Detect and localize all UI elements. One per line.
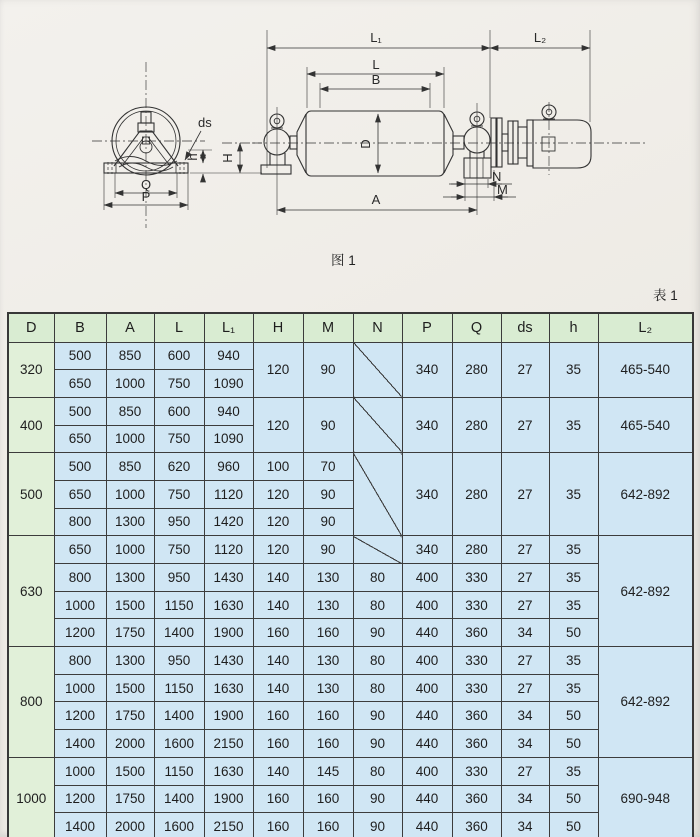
value-cell: 800 [54,647,106,675]
table-row [8,591,693,619]
table-row [8,702,693,730]
table-header-cell: B [54,313,106,342]
value-cell: 850 [106,397,154,425]
empty-slash-cell [353,342,402,397]
value-cell: 1200 [54,619,106,647]
value-cell: 360 [452,702,501,730]
value-cell: 400 [402,674,452,702]
value-cell: 80 [353,564,402,592]
value-cell: 1200 [54,702,106,730]
value-cell: 1000 [54,757,106,785]
value-cell: 280 [452,342,501,397]
gear-adapter [518,127,527,158]
value-cell: 130 [303,591,353,619]
value-cell: 950 [154,647,204,675]
value-cell: 27 [501,757,549,785]
value-cell: 1150 [154,674,204,702]
table-header-cell: L₁ [204,313,253,342]
dim-label-P: P [141,189,151,204]
value-cell: 750 [154,370,204,398]
dim-label-H: H [220,153,235,163]
value-cell: 80 [353,591,402,619]
value-cell: 360 [452,785,501,813]
value-cell: 140 [253,647,303,675]
empty-slash-cell [353,397,402,452]
value-cell: 1500 [106,674,154,702]
value-cell: 1630 [204,757,253,785]
value-cell: 140 [253,564,303,592]
value-cell: 35 [549,591,598,619]
value-cell: 1400 [54,730,106,758]
value-cell: 90 [303,397,353,452]
value-cell: 90 [353,785,402,813]
table-row [8,730,693,758]
value-cell: 642-892 [598,536,693,647]
value-cell: 80 [353,757,402,785]
value-cell: 90 [353,702,402,730]
value-cell: 160 [303,702,353,730]
value-cell: 400 [402,647,452,675]
value-cell: 940 [204,397,253,425]
value-cell: 1090 [204,370,253,398]
table-row [8,813,693,837]
value-cell: 1300 [106,564,154,592]
value-cell: 280 [452,397,501,452]
table-header-row [8,313,693,342]
value-cell: 120 [253,397,303,452]
value-cell: 1000 [54,591,106,619]
value-cell: 950 [154,564,204,592]
value-cell: 642-892 [598,453,693,536]
table-header-cell: D [8,313,54,342]
left-cone [297,114,306,173]
table-body [8,342,693,837]
table-row [8,647,693,675]
table-header-cell: N [353,313,402,342]
dimension-labels [141,30,546,207]
value-cell: 2000 [106,813,154,837]
value-cell: 340 [402,536,452,564]
value-cell: 90 [353,730,402,758]
value-cell: 850 [106,453,154,481]
value-cell: 600 [154,397,204,425]
value-cell: 1430 [204,647,253,675]
value-cell: 2000 [106,730,154,758]
value-cell: 1430 [204,564,253,592]
dim-label-D: D [358,139,373,149]
value-cell: 500 [54,397,106,425]
table-header-cell: P [402,313,452,342]
value-cell: 27 [501,674,549,702]
value-cell: 35 [549,674,598,702]
table-row [8,536,693,564]
value-cell: 280 [452,536,501,564]
value-cell: 1750 [106,785,154,813]
value-cell: 120 [253,480,303,508]
value-cell: 50 [549,730,598,758]
value-cell: 360 [452,813,501,837]
dimension-table [7,312,694,837]
value-cell: 440 [402,619,452,647]
table-row [8,397,693,425]
value-cell: 50 [549,785,598,813]
value-cell: 1000 [106,536,154,564]
value-cell: 120 [253,508,303,536]
table-row [8,619,693,647]
value-cell: 330 [452,674,501,702]
value-cell: 80 [353,674,402,702]
value-cell: 1000 [106,480,154,508]
value-cell: 140 [253,674,303,702]
value-cell: 750 [154,536,204,564]
value-cell: 160 [253,702,303,730]
value-cell: 130 [303,647,353,675]
value-cell: 34 [501,785,549,813]
value-cell: 90 [303,342,353,397]
diameter-group-cell: 1000 [8,757,54,837]
left-shaft [290,136,297,149]
value-cell: 280 [452,453,501,536]
value-cell: 360 [452,619,501,647]
value-cell: 330 [452,757,501,785]
value-cell: 360 [452,730,501,758]
value-cell: 1600 [154,730,204,758]
table-header-cell: A [106,313,154,342]
value-cell: 340 [402,342,452,397]
dim-label-ds: ds [198,115,212,130]
dim-label-A: A [371,192,381,207]
value-cell: 440 [402,702,452,730]
value-cell: 160 [303,730,353,758]
value-cell: 160 [303,619,353,647]
value-cell: 1150 [154,591,204,619]
value-cell: 1900 [204,702,253,730]
value-cell: 1000 [54,674,106,702]
value-cell: 2150 [204,730,253,758]
value-cell: 1150 [154,757,204,785]
left-foot [261,165,291,174]
value-cell: 642-892 [598,647,693,758]
value-cell: 120 [253,342,303,397]
empty-slash-cell [353,453,402,536]
value-cell: 34 [501,702,549,730]
value-cell: 160 [253,785,303,813]
value-cell: 90 [353,619,402,647]
value-cell: 650 [54,370,106,398]
value-cell: 400 [402,591,452,619]
value-cell: 1500 [106,591,154,619]
value-cell: 35 [549,757,598,785]
value-cell: 50 [549,619,598,647]
value-cell: 1400 [154,619,204,647]
value-cell: 940 [204,342,253,370]
table-header-cell: ds [501,313,549,342]
value-cell: 27 [501,397,549,452]
value-cell: 1400 [54,813,106,837]
dim-label-L2: L₂ [533,30,547,45]
value-cell: 160 [303,813,353,837]
terminal-box [542,137,555,151]
value-cell: 1500 [106,757,154,785]
value-cell: 440 [402,813,452,837]
value-cell: 35 [549,397,598,452]
value-cell: 35 [549,564,598,592]
figure-caption: 图 1 [331,253,356,268]
dim-label-N: N [492,169,502,184]
coupling-flange [491,118,496,167]
value-cell: 1900 [204,619,253,647]
value-cell: 1300 [106,647,154,675]
value-cell: 1300 [106,508,154,536]
dim-label-L: L [372,57,380,72]
value-cell: 1120 [204,536,253,564]
value-cell: 500 [54,453,106,481]
value-cell: 34 [501,730,549,758]
value-cell: 600 [154,342,204,370]
value-cell: 400 [402,564,452,592]
pulley-side-view [261,105,591,178]
value-cell: 1120 [204,480,253,508]
value-cell: 90 [303,480,353,508]
value-cell: 120 [253,536,303,564]
right-shaft [453,136,464,149]
value-cell: 100 [253,453,303,481]
value-cell: 330 [452,591,501,619]
value-cell: 1200 [54,785,106,813]
value-cell: 35 [549,453,598,536]
value-cell: 1750 [106,619,154,647]
value-cell: 90 [303,508,353,536]
value-cell: 750 [154,480,204,508]
value-cell: 35 [549,342,598,397]
value-cell: 50 [549,813,598,837]
value-cell: 1900 [204,785,253,813]
value-cell: 140 [253,757,303,785]
diameter-group-cell: 630 [8,536,54,647]
value-cell: 465-540 [598,342,693,397]
value-cell: 27 [501,591,549,619]
value-cell: 850 [106,342,154,370]
table-row [8,564,693,592]
value-cell: 340 [402,453,452,536]
table-row [8,342,693,370]
table-row [8,453,693,481]
value-cell: 27 [501,342,549,397]
value-cell: 27 [501,536,549,564]
value-cell: 160 [303,785,353,813]
diameter-group-cell: 400 [8,397,54,452]
value-cell: 340 [402,397,452,452]
value-cell: 34 [501,813,549,837]
value-cell: 465-540 [598,397,693,452]
table-label: 表 1 [653,288,678,303]
value-cell: 27 [501,453,549,536]
dim-label-Q: Q [140,177,152,192]
table-row [8,674,693,702]
value-cell: 90 [353,813,402,837]
value-cell: 1750 [106,702,154,730]
value-cell: 130 [303,674,353,702]
value-cell: 35 [549,647,598,675]
value-cell: 960 [204,453,253,481]
value-cell: 800 [54,508,106,536]
value-cell: 80 [353,647,402,675]
value-cell: 1630 [204,591,253,619]
table-header-cell: Q [452,313,501,342]
value-cell: 1090 [204,425,253,453]
value-cell: 27 [501,564,549,592]
value-cell: 1000 [106,425,154,453]
right-cone [444,114,453,173]
value-cell: 750 [154,425,204,453]
diameter-group-cell: 320 [8,342,54,397]
value-cell: 440 [402,785,452,813]
value-cell: 70 [303,453,353,481]
dim-label-B: B [371,72,381,87]
value-cell: 620 [154,453,204,481]
value-cell: 330 [452,647,501,675]
diameter-group-cell: 800 [8,647,54,758]
value-cell: 90 [303,536,353,564]
empty-slash-cell [353,536,402,564]
dim-label-h: h [185,153,200,161]
value-cell: 140 [253,591,303,619]
dim-label-L1: L₁ [370,30,382,45]
value-cell: 330 [452,564,501,592]
dimension-lines [104,30,590,210]
value-cell: 160 [253,619,303,647]
value-cell: 400 [402,757,452,785]
value-cell: 35 [549,536,598,564]
table-row [8,757,693,785]
value-cell: 1000 [106,370,154,398]
value-cell: 500 [54,342,106,370]
table-row [8,785,693,813]
table-header-cell: L₂ [598,313,693,342]
drum-shell [306,111,444,176]
dim-label-M: M [497,182,508,197]
value-cell: 1600 [154,813,204,837]
value-cell: 690-948 [598,757,693,837]
value-cell: 34 [501,619,549,647]
value-cell: 800 [54,564,106,592]
value-cell: 27 [501,647,549,675]
value-cell: 650 [54,480,106,508]
value-cell: 1420 [204,508,253,536]
value-cell: 130 [303,564,353,592]
value-cell: 1400 [154,702,204,730]
diameter-group-cell: 500 [8,453,54,536]
value-cell: 160 [253,813,303,837]
value-cell: 1400 [154,785,204,813]
table-header-cell: H [253,313,303,342]
value-cell: 1630 [204,674,253,702]
value-cell: 50 [549,702,598,730]
value-cell: 650 [54,536,106,564]
right-foot [464,158,491,178]
value-cell: 650 [54,425,106,453]
table-header-cell: L [154,313,204,342]
value-cell: 2150 [204,813,253,837]
value-cell: 950 [154,508,204,536]
value-cell: 145 [303,757,353,785]
value-cell: 160 [253,730,303,758]
value-cell: 440 [402,730,452,758]
table-header-cell: h [549,313,598,342]
table-header-cell: M [303,313,353,342]
